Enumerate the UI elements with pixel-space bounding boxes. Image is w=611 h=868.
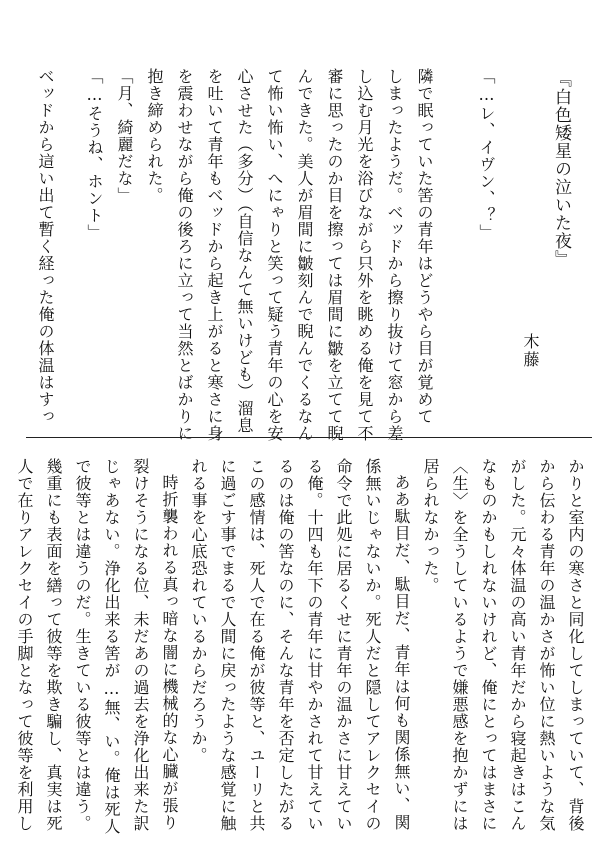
text-line: 係無いじゃないか。死人だと隠してアレクセイの [363, 458, 382, 832]
text-line: 幾重にも表面を繕って彼等を欺き騙し、真実は死 [44, 458, 63, 832]
text-line: 「月、綺麗だな」 [115, 68, 134, 204]
text-line: 心させた（多分）（自信なんて無いけども）溜息 [235, 68, 254, 434]
story-title: 『白色矮星の泣いた夜』 [551, 70, 571, 268]
text-line: 人で在りアレクセイの手脚となって彼等を利用し [15, 458, 34, 832]
text-line: 居られなかった。 [421, 458, 440, 594]
text-line: んできた。美人が眉間に皺刻んで睨んでくるなん [295, 68, 314, 442]
text-line: 審に思ったのか目を擦っては眉間に皺を立てて睨 [325, 68, 344, 442]
text-line: 「…レ、イヴン、？」 [477, 68, 496, 241]
text-line: に過ごす事でまるで人間に戻ったような感覚に触 [218, 458, 237, 832]
text-line: るのは俺の筈なのに、そんな青年を否定したがる [276, 458, 295, 832]
text-line: なものかもしれないけれど、俺にとってはまさに [479, 458, 498, 832]
text-line: 抱き締められた。 [145, 68, 164, 204]
text-line: がした。元々体温の高い青年だから寝起きはこん [508, 458, 527, 832]
text-line: 裂けそうになる位、未だあの過去を浄化出来た訳 [131, 458, 150, 832]
text-line: 「…そうね、ホント」 [85, 68, 104, 241]
text-line: を吐いて青年もベッドから起き上がると寒さに身 [205, 68, 224, 442]
text-line: じゃあない。浄化出来る筈が…無、い。俺は死人 [102, 458, 121, 835]
text-line: 隣で眠っていた筈の青年はどうやら目が覚めて [415, 68, 434, 425]
text-line: し込む月光を浴びながら只外を眺める俺を見て不 [355, 68, 374, 442]
section-divider [26, 437, 592, 438]
text-line: 時折襲われる真っ暗な闇に機械的な心臓が張り [160, 474, 179, 831]
text-line: かりと室内の寒さと同化してしまっていて、背後 [566, 458, 585, 832]
text-line: を震わせながら俺の後ろに立って当然とばかりに [175, 68, 194, 442]
text-line: ベッドから這い出て暫く経った俺の体温はすっ [36, 68, 55, 425]
text-line: この感情は、死人で在る俺が彼等と、ユーリと共 [247, 458, 266, 832]
author-name: 木藤 [521, 333, 540, 369]
text-line: る俺。十四も年下の青年に甘やかされて甘えてい [305, 458, 324, 832]
text-line: しまったようだ。ベッドから擦り抜けて窓から差 [385, 68, 404, 442]
text-line: から伝わる青年の温かさが怖い位に熱いような気 [537, 458, 556, 832]
text-line: れる事を心底恐れているからだろうか。 [189, 458, 208, 764]
text-line: 命令で此処に居るくせに青年の温かさに甘えてい [334, 458, 353, 832]
text-line: で彼等とは違うのだ。生きている彼等とは違う。 [73, 458, 92, 832]
text-line: 〈生〉を全うしているようで嫌悪感を抱かずには [450, 458, 469, 832]
text-line: て怖い怖い、へにゃりと笑って疑う青年の心を安 [265, 68, 284, 442]
text-line: ああ駄目だ、駄目だ、青年は何も関係無い、関 [392, 474, 411, 831]
